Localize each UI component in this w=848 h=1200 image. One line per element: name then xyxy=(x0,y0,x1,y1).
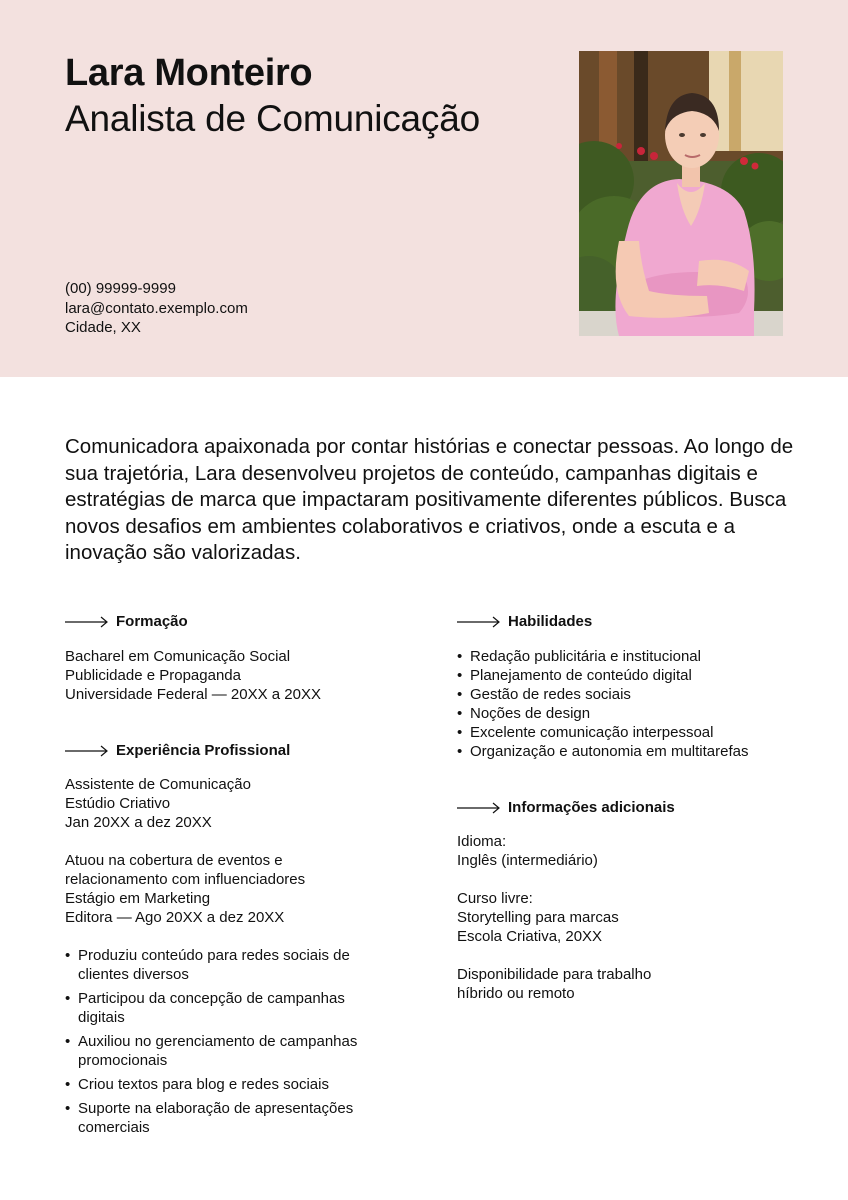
experience-title: Experiência Profissional xyxy=(116,742,291,759)
profile-photo xyxy=(579,51,783,336)
availability: Disponibilidade para trabalho xyxy=(457,966,652,983)
header-band xyxy=(0,0,848,377)
job1-description: relacionamento com influenciadores xyxy=(65,871,306,888)
job1-period: Jan 20XX a dez 20XX xyxy=(65,814,212,831)
phone: (00) 99999-9999 xyxy=(65,280,176,297)
course-name: Storytelling para marcas xyxy=(457,909,619,926)
job1-title: Assistente de Comunicação xyxy=(65,776,251,793)
email: lara@contato.exemplo.com xyxy=(65,299,248,317)
list-item: • Produziu conteúdo para redes sociais de clientes diversos xyxy=(65,946,395,984)
list-item: • Noções de design xyxy=(457,704,748,723)
job-title: Analista de Comunicação xyxy=(65,98,480,139)
job1-description: Atuou na cobertura de eventos e xyxy=(65,852,283,869)
job1-company: Estúdio Criativo xyxy=(65,795,171,812)
list-item: • Suporte na elaboração de apresentações comerciais xyxy=(65,1099,395,1137)
skills-heading xyxy=(457,613,592,630)
degree: Bacharel em Comunicação Social xyxy=(65,648,291,665)
course-label: Curso livre: xyxy=(457,890,533,907)
contact-info xyxy=(65,279,248,338)
availability: híbrido ou remoto xyxy=(457,985,575,1002)
arrow-right-icon xyxy=(65,745,109,757)
language-value: Inglês (intermediário) xyxy=(457,852,598,869)
list-item: • Organização e autonomia em multitarefas xyxy=(457,742,748,761)
education-details xyxy=(65,647,321,704)
job2-title: Estágio em Marketing xyxy=(65,890,211,907)
arrow-right-icon xyxy=(457,802,501,814)
list-item: • Criou textos para blog e redes sociais xyxy=(65,1075,395,1094)
skills-title: Habilidades xyxy=(508,613,593,630)
institution: Universidade Federal — 20XX a 20XX xyxy=(65,686,321,703)
list-item: • Excelente comunicação interpessoal xyxy=(457,723,748,742)
education-title: Formação xyxy=(116,613,188,630)
course-school: Escola Criativa, 20XX xyxy=(457,928,603,945)
additional-info-heading xyxy=(457,799,675,816)
job2-company-period: Editora — Ago 20XX a dez 20XX xyxy=(65,909,285,926)
skills-list xyxy=(457,647,748,761)
arrow-right-icon xyxy=(65,616,109,628)
additional-info-details xyxy=(457,832,651,1003)
list-item: • Redação publicitária e institucional xyxy=(457,647,748,666)
additional-info-title: Informações adicionais xyxy=(508,799,675,816)
list-item: • Participou da concepção de campanhas digitais xyxy=(65,989,395,1027)
experience-bullets xyxy=(65,946,395,1142)
candidate-name: Lara Monteiro xyxy=(65,52,313,94)
list-item: • Gestão de redes sociais xyxy=(457,685,748,704)
education-heading xyxy=(65,613,188,630)
list-item: • Auxiliou no gerenciamento de campanhas promocionais xyxy=(65,1032,395,1070)
location: Cidade, XX xyxy=(65,319,141,336)
arrow-right-icon xyxy=(457,616,501,628)
experience-details xyxy=(65,775,305,927)
professional-summary: Comunicadora apaixonada por contar histórias e conectar pessoas. Ao longo de sua trajetória, Lara desenvolveu projetos de conteúdo, campanhas digitais e estratégias de marca que impactaram positivamente diferentes públicos. Busca novos desafios em ambientes colaborativos e criativos, onde a escuta e a inovação são valorizadas. xyxy=(65,435,794,564)
major: Publicidade e Propaganda xyxy=(65,667,241,684)
list-item: • Planejamento de conteúdo digital xyxy=(457,666,748,685)
experience-heading xyxy=(65,742,290,759)
language-label: Idioma: xyxy=(457,833,507,850)
